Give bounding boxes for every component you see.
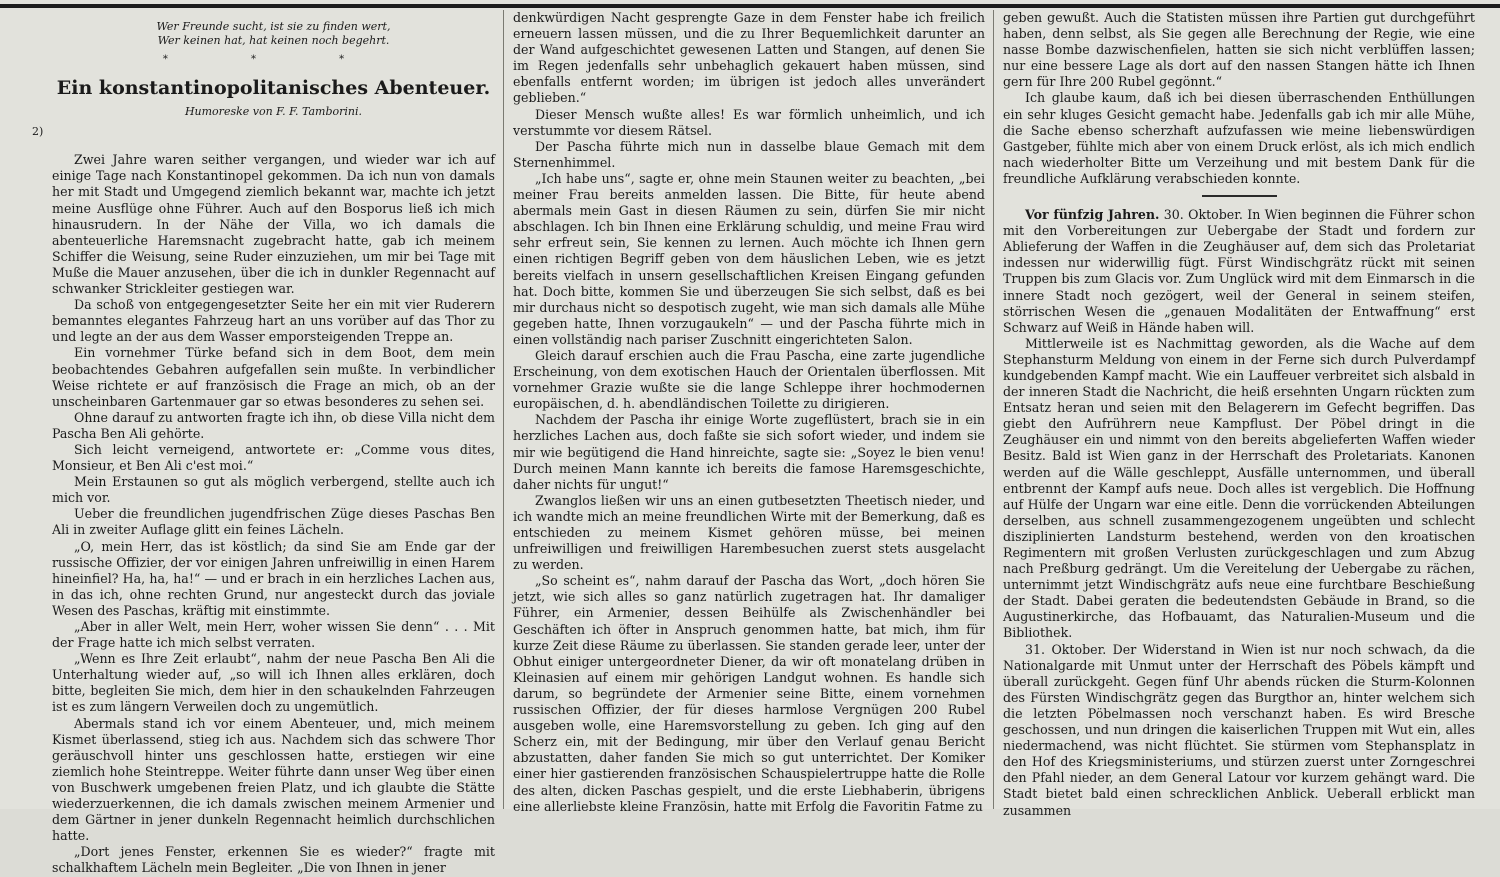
paragraph: „O, mein Herr, das ist köstlich; da sind Sie am Ende gar der russische Offizier, der vor einigen Jahren unfreiwillig in einen Harem hineinfiel? Ha, ha, ha!“ — und er brach in ein herzliches Lachen aus, in das ich, ohne rechten Grund, nur angesteckt durch das joviale Wesen des Paschas, kräftig mit einstimmte. — [52, 538, 495, 618]
paragraph: Gleich darauf erschien auch die Frau Pascha, eine zarte jugendliche Erscheinung, von dem exotischen Hauch der Orientalen überflossen. Mit vornehmer Grazie wußte sie die lange Schleppe ihrer hochmodernen europäischen, d. h. abendländischen Toilette zu dirigieren. — [513, 347, 985, 412]
paragraph: „Dort jenes Fenster, erkennen Sie es wieder?“ fragte mit schalkhaftem Lächeln mein Begleiter. „Die von Ihnen in jener — [52, 844, 495, 876]
paragraph: Zwei Jahre waren seither vergangen, und wieder war ich auf einige Tage nach Konstantinopel gekommen. Da ich nun von damals her mit Stadt und Umgegend ziemlich bekannt war, machte ich jetzt meine Ausflüge ohne Führer. Auch auf den Bosporus ließ ich mich hinausrudern. In der Nähe der Villa, wo ich damals die abenteuerliche Haremsnacht zugebracht hatte, gab ich meinem Schiffer die Weisung, seine Ruder einzuziehen, um mir bei Tage mit Muße die Mauer anzusehen, über die ich in dunkler Regennacht auf schwanker Strickleiter gestiegen war. — [52, 152, 495, 297]
article-title: Ein konstantinopolitanisches Abenteuer. — [56, 77, 491, 100]
paragraph: „Wenn es Ihre Zeit erlaubt“, nahm der neue Pascha Ben Ali die Unterhaltung wieder auf, „so will ich Ihnen alles erklären, doch bitte, begleiten Sie mich, dem hier in den schaukelnden Fahrzeugen ist es zum längern Verweilen doch zu ungemütlich. — [52, 651, 495, 715]
paragraph-text: In Wien beginnen die Führer schon mit den Vorbereitungen zur Uebergabe der Stadt und fordern zur Ablieferung der Waffen in die Zeughäuser auf, dem sich das Proletariat indessen nur widerwillig fügt. Fürst Windischgrätz rückt mit seinen Truppen bis zum Glacis vor. Zum Unglück wird mit dem Einmarsch in die innere Stadt noch gezögert, weil der General in seinem steifen, störrischen Wesen die „genauen Modalitäten der Entwaffnung“ erst Schwarz auf Weiß in Hände haben will. — [1003, 207, 1476, 335]
paragraph: Nachdem der Pascha ihr einige Worte zugeflüstert, brach sie in ein herzliches Lachen aus, doch faßte sie sich sofort wieder, und indem sie mir wie begütigend die Hand hinreichte, sagte sie: „Soyez le bien venu! Durch meinen Mann kannte ich bereits die famose Haremsgeschichte, daher nichts für ungut!“ — [513, 412, 985, 492]
section-separator — [1202, 195, 1277, 197]
paragraph: Abermals stand ich vor einem Abenteuer, und, mich meinem Kismet überlassend, stieg ich aus. Nachdem sich das schwere Thor geräuschvoll hinter uns geschlossen hatte, erstiegen wir eine ziemlich hohe Steintreppe. Weiter führte dann unser Weg über einen von Buschwerk umgebenen freien Platz, und ich glaubte die Stätte wiederzuerkennen, die ich damals zwischen meinem Armenier und dem Gärtner in jener dunkeln Regennacht heimlich durchschlichen hatte. — [52, 715, 495, 844]
top-rule — [0, 4, 1500, 8]
paragraph: geben gewußt. Auch die Statisten müssen ihre Partien gut durchgeführt haben, denn selbst, als Sie gegen alle Berechnung der Regie, wie eine nasse Bombe dazwischenfielen, hatten sie sich nicht verblüffen lassen; nur eine bessere Lage als dort auf den nassen Stangen hätte ich Ihnen gern für Ihre 200 Rubel gegönnt.“ — [1003, 10, 1475, 90]
paragraph: Ein vornehmer Türke befand sich in dem Boot, dem mein beobachtendes Gebahren aufgefallen sein mußte. In verbindlicher Weise richtete er auf französisch die Frage an mich, ob an der unscheinbaren Gartenmauer gar so etwas besonderes zu sehen sei. — [52, 345, 495, 409]
paragraph: Ich glaube kaum, daß ich bei diesen überraschenden Enthüllungen ein sehr kluges Gesicht gemacht habe. Jedenfalls gab ich mir alle Mühe, die Sache ebenso scherzhaft aufzufassen wie meine liebenswürdigen Gastgeber, fühlte mich aber von einem Druck erlöst, als ich mich endlich nach wiederholter Bitte um Verzeihung und mit bestem Dank für die freundliche Aufklärung verabschieden konnte. — [1003, 90, 1475, 186]
paragraph: Sich leicht verneigend, antwortete er: „Comme vous dites, Monsieur, et Ben Ali c'est moi.“ — [52, 441, 495, 474]
paragraph: denkwürdigen Nacht gesprengte Gaze in dem Fenster habe ich freilich erneuern lassen müssen, und die zu Ihrer Bequemlichkeit darunter an der Wand aufgeschichtet gewesenen Latten und Stangen, auf denen Sie im Regen jedenfalls sehr unbehaglich gekauert haben müssen, sind ebenfalls entfernt worden; im übrigen ist jedoch alles unverändert geblieben.“ — [513, 10, 985, 106]
paragraph: Ueber die freundlichen jugendfrischen Züge dieses Paschas Ben Ali in zweiter Auflage glitt ein feines Lächeln. — [52, 506, 495, 538]
section-lead — [1003, 207, 1475, 336]
column-2 — [513, 10, 985, 814]
column-divider — [503, 10, 504, 809]
ornament-stars: * * * — [162, 54, 385, 65]
paragraph: „Aber in aller Welt, mein Herr, woher wissen Sie denn“ . . . Mit der Frage hatte ich mich selbst verraten. — [52, 619, 495, 651]
section-date: 30. Oktober. — [1163, 207, 1243, 223]
paragraph: Dieser Mensch wußte alles! Es war förmlich unheimlich, und ich verstummte vor diesem Rätsel. — [513, 106, 985, 138]
paragraph: Zwanglos ließen wir uns an einen gutbesetzten Theetisch nieder, und ich wandte mich an meine freundlichen Wirte mit der Bemerkung, daß es entschieden zu meinem Kismet gehören müsse, bei meinen unfreiwilligen und freiwilligen Harembesuchen zuerst stets ausgelacht zu werden. — [513, 492, 985, 573]
paragraph: „Ich habe uns“, sagte er, ohne mein Staunen weiter zu beachten, „bei meiner Frau bereits anmelden lassen. Die Bitte, für heute abend abermals mein Gast in diesen Räumen zu sein, dürfen Sie mir nicht abschlagen. Ich bin Ihnen eine Erklärung schuldig, und meine Frau wird sehr erfreut sein, Sie kennen zu lernen. Auch möchte ich Ihnen gern einen richtigen Begriff geben von dem häuslichen Leben, wie es jetzt bereits vielfach in unsern gesellschaftlichen Kreisen Eingang gefunden hat. Doch bitte, kommen Sie und überzeugen Sie sich selbst, daß es bei mir durchaus nicht so despotisch zugeht, wie man sich damals alle Mühe gegeben hatte, Ihnen vorzugaukeln“ — und der Pascha führte mich in einen vollständig nach pariser Zuschnitt eingerichteten Salon. — [513, 170, 985, 347]
section-heading: Vor fünfzig Jahren. — [1025, 207, 1160, 223]
column-divider — [993, 10, 994, 809]
column-1 — [32, 14, 495, 876]
part-number: 2) — [32, 125, 44, 139]
article-byline: Humoreske von F. F. Tamborini. — [184, 105, 363, 119]
paragraph: Ohne darauf zu antworten fragte ich ihn, ob diese Villa nicht dem Pascha Ben Ali gehörte. — [52, 409, 495, 441]
paragraph: „So scheint es“, nahm darauf der Pascha das Wort, „doch hören Sie jetzt, wie sich alles so ganz natürlich zugetragen hat. Ihr damaliger Führer, ein Armenier, dessen Beihülfe als Zwischenhändler bei Geschäften ich öfter in Anspruch genommen hatte, bat mich, ihm für kurze Zeit diese Räume zu überlassen. Sie standen gerade leer, unter der Obhut einiger untergeordneter Diener, da wir oft monatelang drüben in Kleinasien auf einem mir gehörigen Landgut wohnen. Es handle sich darum, so begründete der Armenier seine Bitte, einem vornehmen russischen Offizier, der für dieses harmlose Vergnügen 200 Rubel ausgeben wolle, eine Haremsvorstellung zu geben. Ich ging auf den Scherz ein, mit der Bedingung, mir über den Verlauf genau Bericht abzustatten, daher fanden Sie mich so gut unterrichtet. Der Komiker einer hier gastierenden französischen Schauspielertruppe hatte die Rolle des alten, dicken Paschas gespielt, und die erste Liebhaberin, übrigens eine allerliebste kleine Französin, hatte mit Erfolg die Favoritin Fatme zu — [513, 573, 985, 814]
paragraph: Mein Erstaunen so gut als möglich verbergend, stellte auch ich mich vor. — [52, 474, 495, 506]
paragraph: Mittlerweile ist es Nachmittag geworden, als die Wache auf dem Stephansturm Meldung von einem in der Ferne sich durch Pulverdampf kundgebenden Kampf macht. Wie ein Lauffeuer verbreitet sich alsbald in der inneren Stadt die Nachricht, die heiß ersehnten Ungarn rückten zum Entsatz heran und seien mit den Belagerern im Gefecht begriffen. Das giebt den Aufrührern neue Kampflust. Der Pöbel dringt in die Zeughäuser ein und nimmt von den bereits abgelieferten Waffen wieder Besitz. Bald ist Wien ganz in der Herrschaft des Proletariats. Kanonen werden auf die Wälle geschleppt, Ausfälle unternommen, und überall entbrennt der Kampf aufs neue. Doch alles ist vergeblich. Die Hoffnung auf Hülfe der Ungarn war eine eitle. Denn die vorrückenden Abteilungen derselben, aus schnell zusammengezogenem ungeübten und schlecht disziplinierten Landsturm bestehend, werden von den kroatischen Regimentern mit großen Verlusten zurückgeschlagen und zum Abzug nach Preßburg gedrängt. Um die Vereitelung der Uebergabe zu rächen, unternimmt jetzt Windischgrätz aufs neue eine furchtbare Beschießung der Stadt. Dabei geraten die bedeutendsten Gebäude in Brand, so die Augustinerkirche, das Hofbauamt, das Naturalien-Museum und die Bibliothek. — [1003, 335, 1475, 641]
paragraph: Der Pascha führte mich nun in dasselbe blaue Gemach mit dem Sternenhimmel. — [513, 138, 985, 170]
motto-line: Wer keinen hat, hat keinen noch begehrt. — [157, 34, 390, 47]
motto — [52, 20, 495, 48]
column-3 — [1003, 10, 1476, 818]
motto-line: Wer Freunde sucht, ist sie zu finden wert, — [156, 20, 391, 33]
paragraph: Da schoß von entgegengesetzter Seite her ein mit vier Ruderern bemanntes elegantes Fahrzeug hart an uns vorüber auf das Thor zu und legte an der aus dem Wasser emporsteigenden Treppe an. — [52, 297, 495, 345]
paragraph: 31. Oktober. Der Widerstand in Wien ist nur noch schwach, da die Nationalgarde mit Unmut unter der Herrschaft des Pöbels kämpft und überall zurückgeht. Gegen fünf Uhr abends rücken die Sturm-Kolonnen des Fürsten Windischgrätz gegen das Burgthor an, hinter welchem sich die letzten Pöbelmassen noch verschanzt haben. Es wird Bresche geschossen, und nun dringen die kaiserlichen Truppen mit Wut ein, alles niedermachend, was nicht flüchtet. Sie stürmen vom Stephansplatz in den Hof des Kriegsministeriums, und stürzen zuerst unter Zorngeschrei den Pfahl nieder, an dem General Latour vor kurzem gehängt ward. Die Stadt bietet bald einen schrecklichen Anblick. Ueberall erblickt man zusammen — [1003, 641, 1475, 818]
